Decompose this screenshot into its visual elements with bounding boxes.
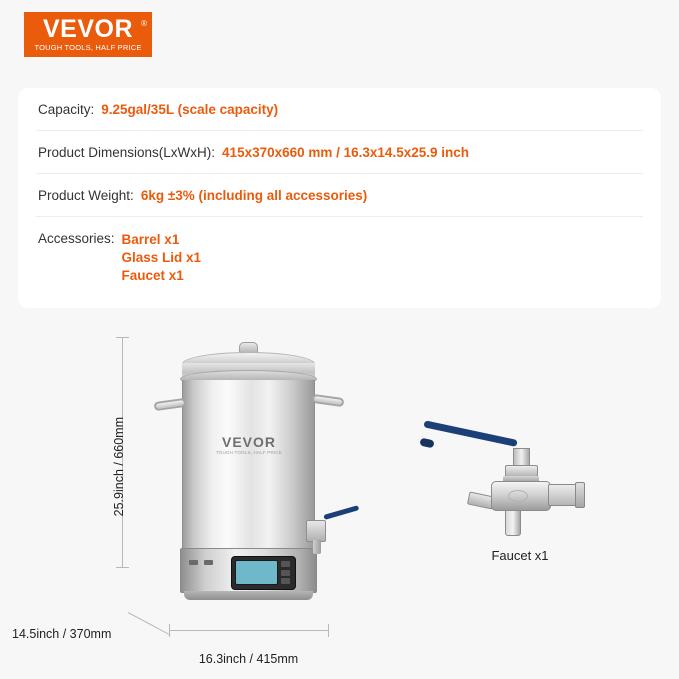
height-dimension-cap-top (116, 337, 129, 338)
list-item: Glass Lid x1 (121, 250, 202, 265)
spec-row-accessories (36, 217, 643, 298)
spec-label: Product Weight: (38, 188, 134, 203)
faucet-body-emblem (508, 490, 528, 502)
accessories-list (122, 231, 202, 285)
faucet-handle-tip (419, 438, 434, 449)
brewing-kettle-illustration (168, 334, 330, 621)
logo-tagline: TOUGH TOOLS, HALF PRICE (34, 43, 142, 52)
control-panel-display (235, 560, 278, 585)
kettle-faucet-body (306, 520, 326, 542)
height-dimension-label: 25.9inch / 660mm (112, 417, 126, 517)
logo-wordmark: VEVOR (42, 15, 134, 43)
faucet-outlet-ring (575, 482, 585, 508)
registered-mark-icon: ® (141, 19, 147, 28)
power-switch-right (204, 560, 213, 565)
panel-button (281, 570, 290, 576)
spec-value: 9.25gal/35L (scale capacity) (101, 102, 279, 117)
list-item: Faucet x1 (121, 268, 184, 283)
spec-row-dimensions (36, 131, 643, 174)
height-dimension-cap-bottom (116, 567, 129, 568)
panel-button (281, 561, 290, 567)
vevor-logo (24, 12, 152, 57)
spec-row-capacity (36, 88, 643, 131)
spec-label: Capacity: (38, 102, 95, 117)
panel-button (281, 578, 290, 584)
spec-label: Accessories: (38, 231, 115, 246)
control-panel-buttons (281, 561, 292, 584)
list-item: Barrel x1 (121, 232, 180, 247)
faucet-illustration (420, 432, 605, 552)
kettle-brand-text: VEVOR (221, 434, 276, 450)
faucet-caption: Faucet x1 (491, 548, 549, 563)
specification-card (18, 88, 661, 308)
depth-dimension-label: 14.5inch / 370mm (12, 627, 112, 641)
kettle-faucet-handle (323, 505, 359, 520)
power-switch-left (189, 560, 198, 565)
width-dimension-cap-right (328, 624, 329, 637)
width-dimension-label: 16.3inch / 415mm (198, 652, 299, 666)
spec-label: Product Dimensions(LxWxH): (38, 145, 216, 160)
faucet-spout (505, 510, 521, 536)
spec-row-weight (36, 174, 643, 217)
kettle-handle-right (312, 394, 345, 407)
spec-value: 415x370x660 mm / 16.3x14.5x25.9 inch (222, 145, 469, 160)
faucet-handle (423, 420, 517, 447)
depth-dimension-line (128, 612, 171, 635)
kettle-faucet-spout (313, 540, 321, 554)
spec-value: 6kg ±3% (including all accessories) (140, 188, 368, 203)
width-dimension-line (169, 630, 328, 631)
kettle-brand-subtext: TOUGH TOOLS, HALF PRICE (215, 450, 283, 455)
kettle-foot (184, 591, 313, 600)
